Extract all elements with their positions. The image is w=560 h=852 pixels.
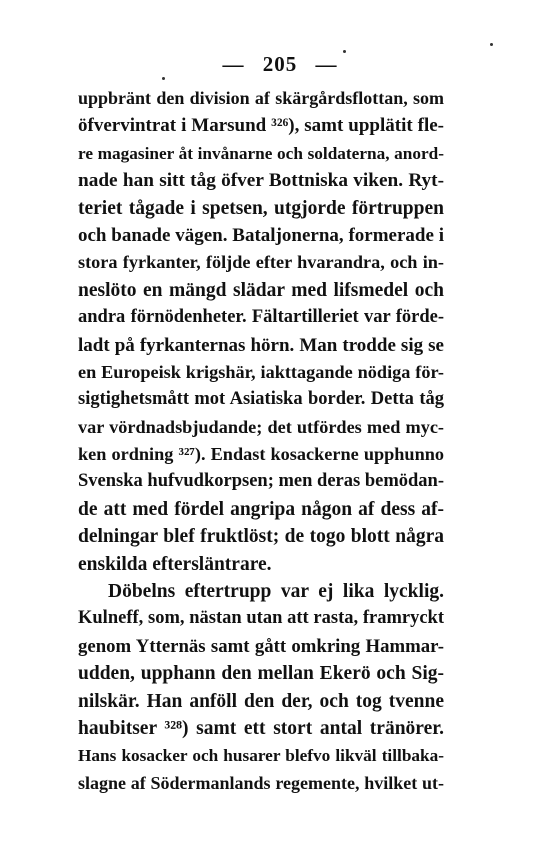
- text-line: delningar blef fruktlöst; de togo blott några: [78, 526, 444, 548]
- text-line: teriet tågade i spetsen, utgjorde förtruppen: [78, 197, 444, 219]
- print-speck: [162, 77, 165, 80]
- text-line: enskilda eftersläntrare.: [78, 553, 272, 575]
- print-speck: [343, 50, 346, 53]
- text-line: sigtighetsmått mot Asiatiska border. Detta tåg: [78, 389, 444, 410]
- text-line: haubitser ³²⁸) samt ett stort antal tränörer.: [78, 717, 444, 739]
- text-line: Svenska hufvudkorpsen; men deras bemödan-: [78, 471, 444, 492]
- text-line: slagne af Södermanlands regemente, hvilket ut-: [78, 772, 444, 793]
- text-line: och banade vägen. Bataljonerna, formerade i: [78, 224, 444, 246]
- body-text: [78, 85, 444, 797]
- text-line: nilskär. Han anföll den der, och tog tvenne: [78, 690, 444, 712]
- text-line: Döbelns eftertrupp var ej lika lycklig.: [108, 581, 444, 603]
- text-line: de att med fördel angripa någon af dess af-: [78, 498, 444, 520]
- text-line: öfvervintrat i Marsund ³²⁶), samt upplätit fle-: [78, 115, 444, 137]
- text-line: Hans kosacker och husarer blefvo likväl tillbaka-: [78, 746, 444, 766]
- text-line: neslöto en mängd slädar med lifsmedel och: [78, 279, 444, 301]
- text-line: stora fyrkanter, följde efter hvarandra, och in-: [78, 252, 444, 273]
- text-line: ladt på fyrkanternas hörn. Man trodde sig se: [78, 334, 444, 356]
- text-line: re magasiner åt invånarne och soldaterna, anord-: [78, 143, 444, 163]
- text-line: udden, upphann den mellan Ekerö och Sig-: [78, 663, 444, 685]
- text-line: var vördnadsbjudande; det utfördes med myc-: [78, 416, 444, 437]
- page-header: [0, 52, 560, 77]
- page-number: 205: [262, 52, 298, 76]
- text-line: nade han sitt tåg öfver Bottniska viken. Ryt-: [78, 170, 444, 192]
- text-line: ken ordning ³²⁷). Endast kosackerne upphunno: [78, 444, 444, 465]
- text-line: en Europeisk krigshär, iakttagande nödiga för-: [78, 361, 444, 382]
- header-dash-left: —: [222, 52, 245, 76]
- text-line: genom Ytternäs samt gått omkring Hammar-: [78, 635, 444, 657]
- text-line: Kulneff, som, nästan utan att rasta, framryckt: [78, 608, 444, 629]
- print-speck: [490, 43, 493, 46]
- header-dash-right: —: [315, 52, 338, 76]
- text-line: uppbränt den division af skärgårdsflottan, som: [78, 88, 444, 108]
- text-line: andra förnödenheter. Fältartilleriet var förde-: [78, 307, 444, 328]
